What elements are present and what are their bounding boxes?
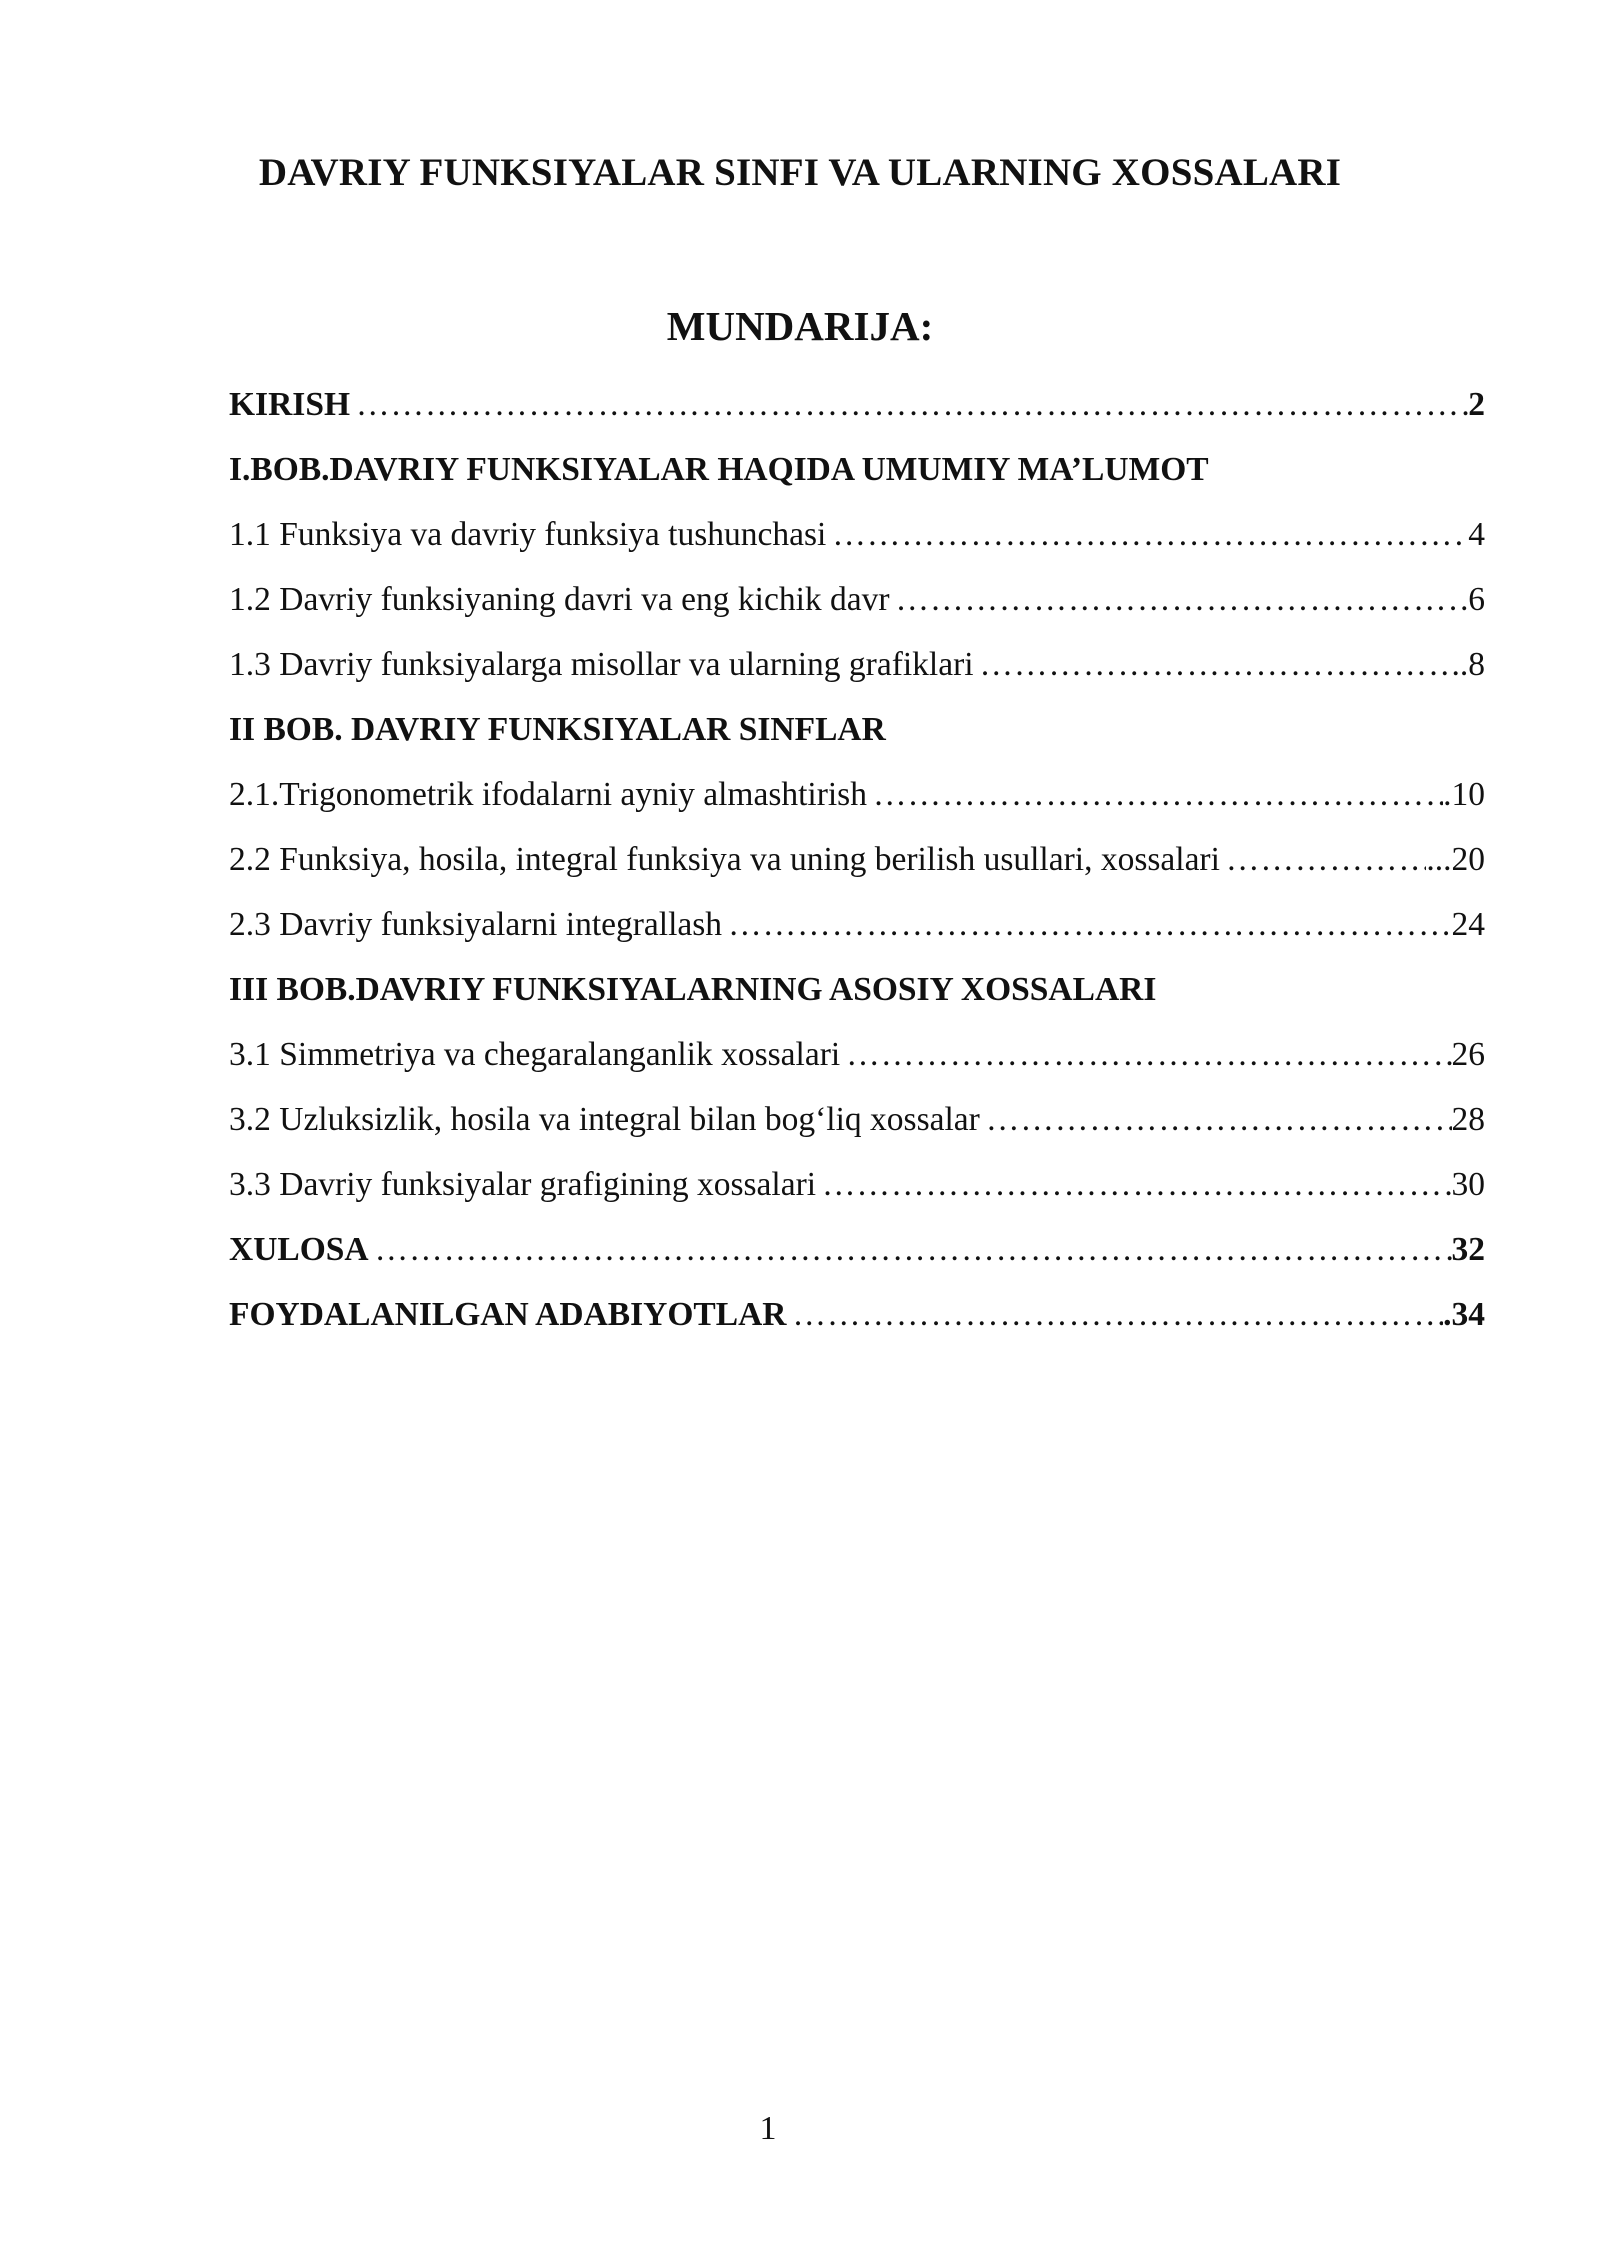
toc-entry-page: 2 [1468,385,1485,423]
toc-entry-3-3 [229,1152,1485,1217]
toc-entry-label: I.BOB.DAVRIY FUNKSIYALAR HAQIDA UMUMIY MA’LUMOT [229,450,1209,488]
toc-entry-page: 28 [1451,1100,1485,1138]
toc-entry-label: III BOB.DAVRIY FUNKSIYALARNING ASOSIY XOSSALARI [229,970,1157,1008]
toc-entry-adabiyotlar [229,1282,1485,1347]
toc-entry-page: 24 [1451,905,1485,943]
toc-entry-xulosa [229,1217,1485,1282]
toc-dot-leader [980,1101,1452,1139]
toc-entry-label: 2.1.Trigonometrik ifodalarni ayniy almashtirish [229,775,867,813]
toc-entry-page: .10 [1443,775,1485,813]
toc-dot-leader [974,646,1452,684]
toc-dot-leader [890,581,1469,619]
toc-entry-label: 1.1 Funksiya va davriy funksiya tushunchasi [229,515,827,553]
toc-entry-label: 2.3 Davriy funksiyalarni integrallash [229,905,723,943]
toc-dot-leader [867,776,1443,814]
toc-entry-page: ..8 [1451,645,1485,683]
toc-dot-leader [826,516,1468,554]
toc-entry-page: 26 [1451,1035,1485,1073]
toc-chapter-3 [229,957,1485,1022]
toc-entry-kirish [229,372,1485,437]
toc-dot-leader [350,386,1468,424]
toc-dot-leader [840,1036,1451,1074]
toc-dot-leader [1220,841,1426,879]
toc-entry-label: 3.2 Uzluksizlik, hosila va integral bilan bog‘liq xossalar [229,1100,980,1138]
toc-dot-leader [816,1166,1451,1204]
toc-dot-leader [786,1296,1443,1334]
toc-entry-label: KIRISH [229,385,351,423]
toc-dot-leader [722,906,1451,944]
toc-entry-label: 1.2 Davriy funksiyaning davri va eng kichik davr [229,580,890,618]
toc-entry-label: 1.3 Davriy funksiyalarga misollar va ularning grafiklari [229,645,974,683]
toc-entry-label: XULOSA [229,1230,369,1268]
toc-entry-3-1 [229,1022,1485,1087]
toc-entry-label: 3.3 Davriy funksiyalar grafigining xossalari [229,1165,817,1203]
toc-entry-page: 4 [1468,515,1485,553]
toc-entry-page: 32 [1451,1230,1485,1268]
toc-entry-label: 2.2 Funksiya, hosila, integral funksiya va uning berilish usullari, xossalari [229,840,1220,878]
toc-entry-1-3 [229,632,1485,697]
toc-entry-page: .34 [1443,1295,1485,1333]
table-of-contents [229,372,1485,1347]
toc-entry-1-2 [229,567,1485,632]
toc-chapter-1 [229,437,1485,502]
toc-entry-1-1 [229,502,1485,567]
toc-entry-2-3 [229,892,1485,957]
toc-heading: MUNDARIJA: [666,303,934,349]
toc-entry-page: ...20 [1426,840,1485,878]
toc-entry-3-2 [229,1087,1485,1152]
toc-entry-2-1 [229,762,1485,827]
toc-entry-page: 30 [1451,1165,1485,1203]
toc-chapter-2 [229,697,1485,762]
document-title: DAVRIY FUNKSIYALAR SINFI VA ULARNING XOSSALARI [258,151,1342,194]
toc-entry-2-2 [229,827,1485,892]
toc-entry-label: 3.1 Simmetriya va chegaralanganlik xossalari [229,1035,841,1073]
toc-entry-page: 6 [1468,580,1485,618]
toc-entry-label: FOYDALANILGAN ADABIYOTLAR [229,1295,787,1333]
toc-dot-leader [369,1231,1452,1269]
page-number: 1 [759,2110,777,2147]
toc-entry-label: II BOB. DAVRIY FUNKSIYALAR SINFLAR [229,710,886,748]
